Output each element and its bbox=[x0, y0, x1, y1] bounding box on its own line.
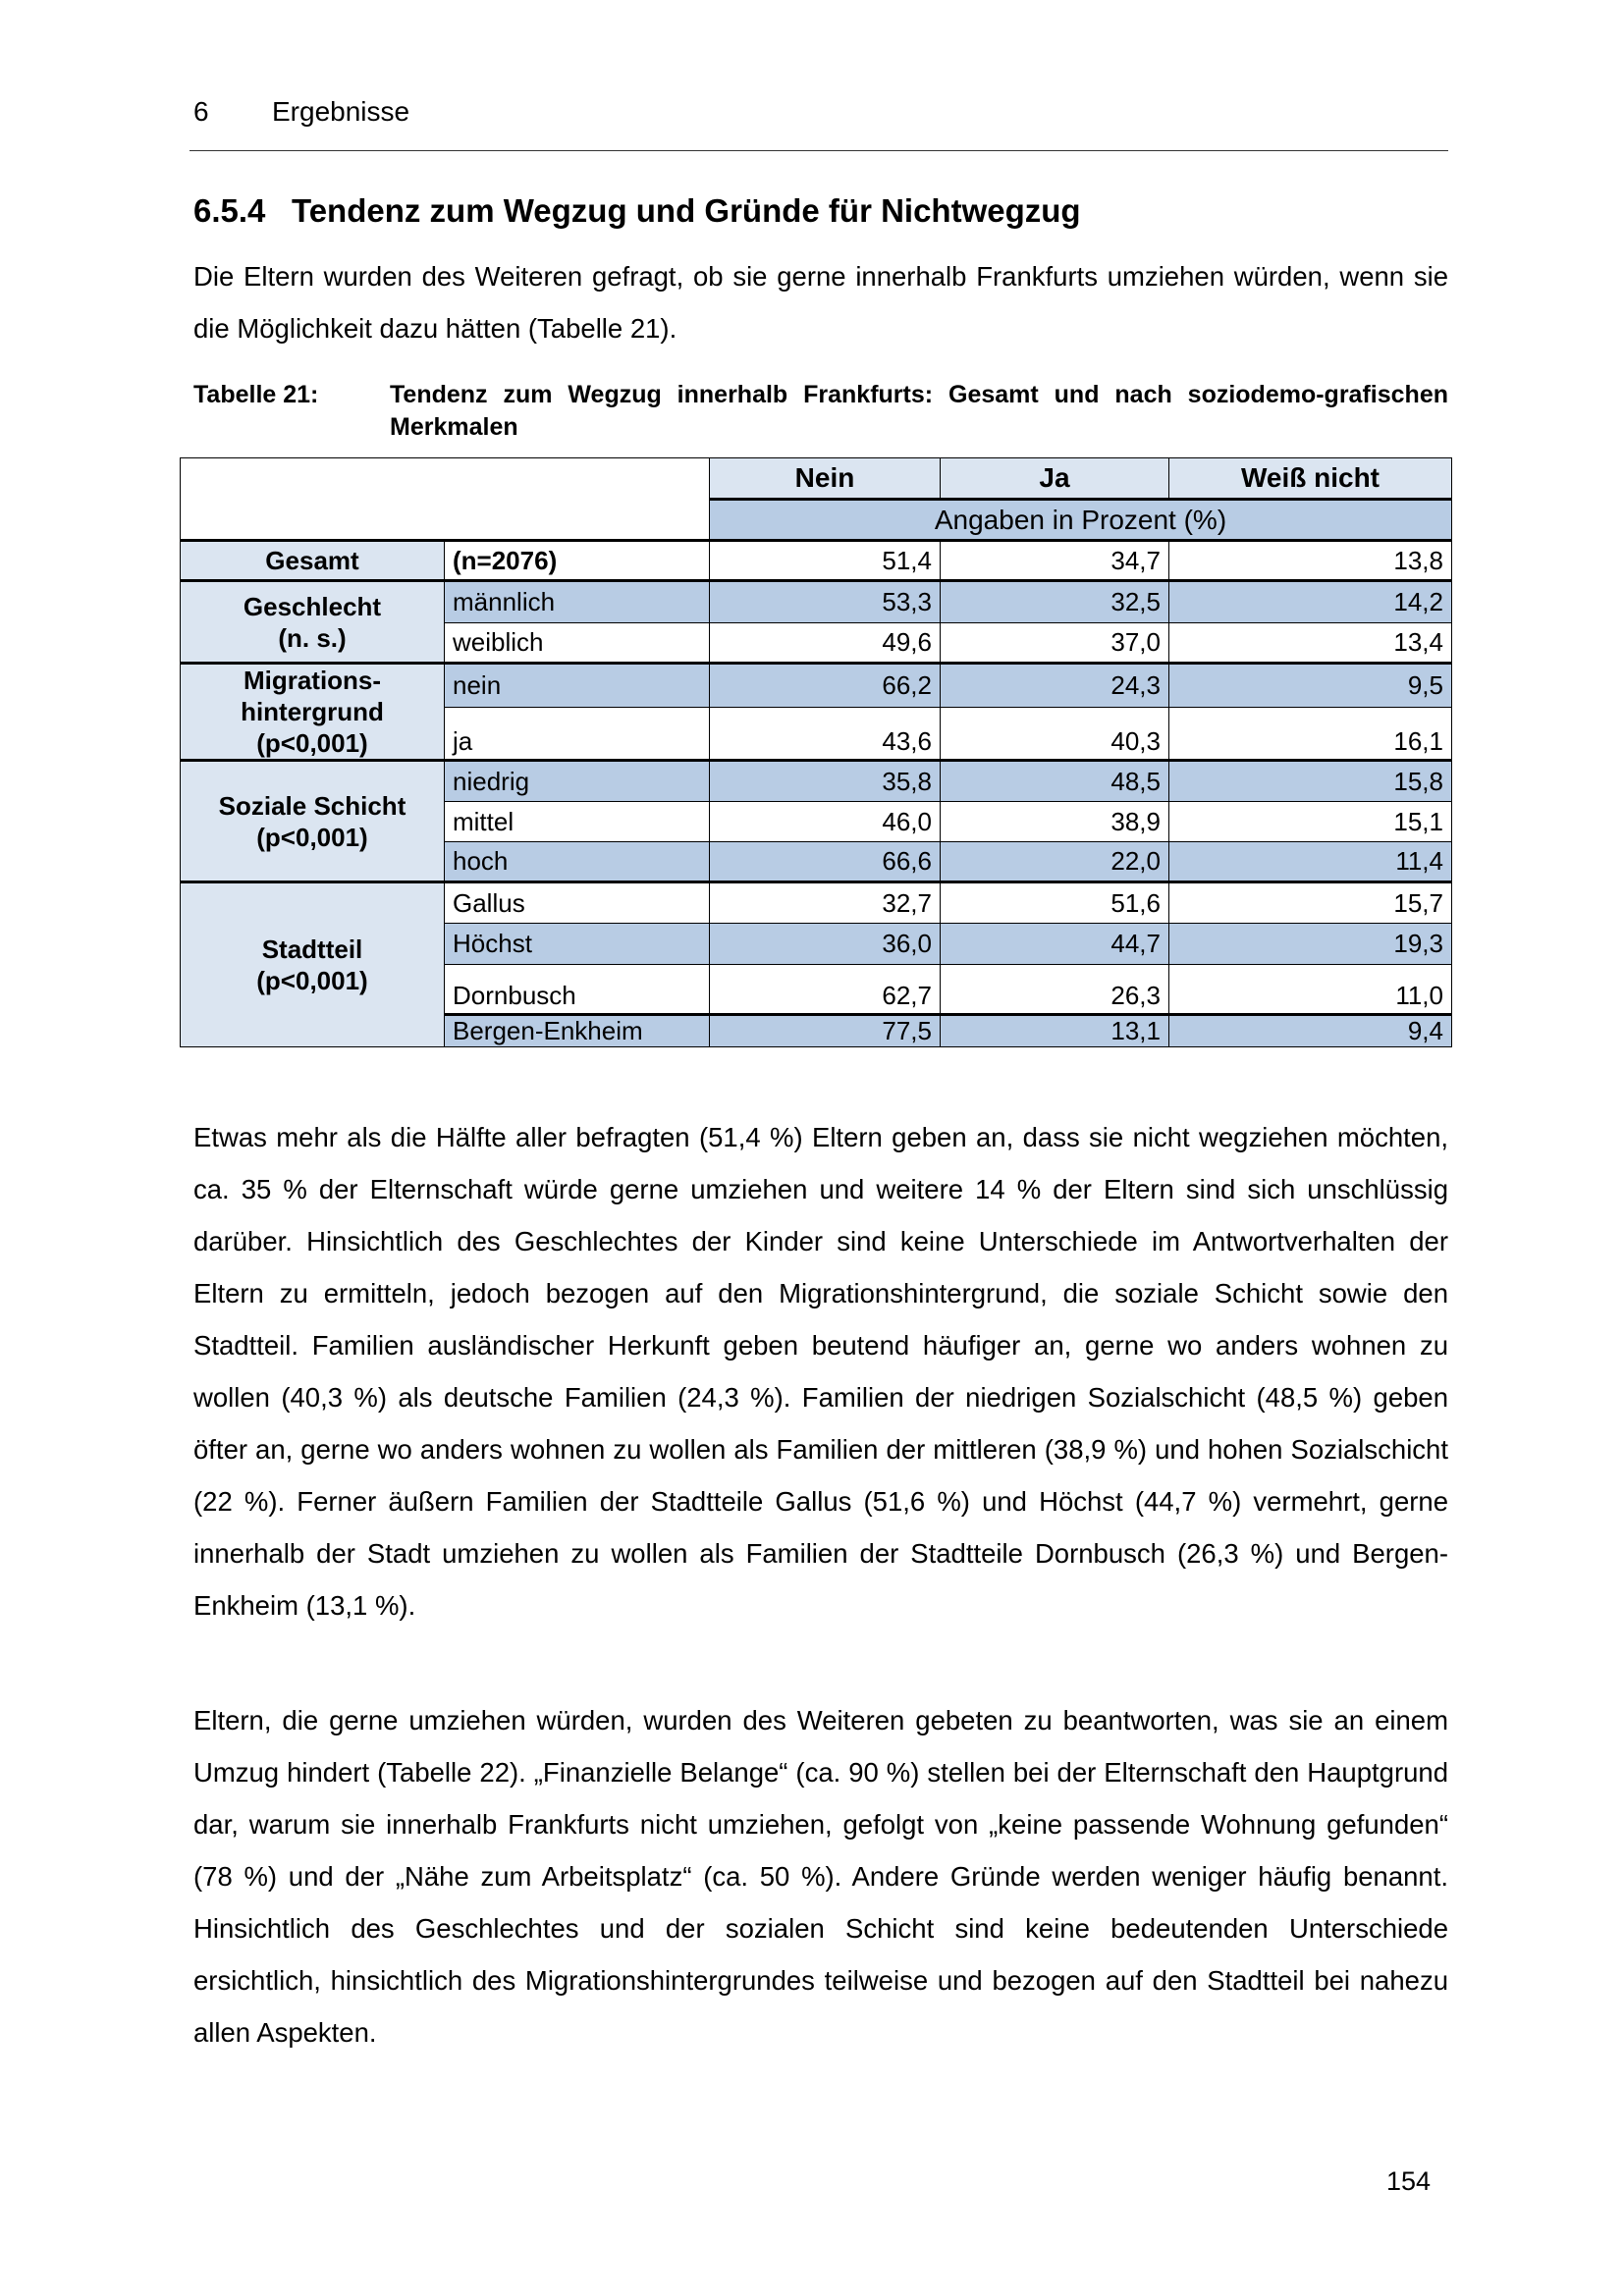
group-label-line: (p<0,001) bbox=[256, 822, 368, 852]
cell-ja: 48,5 bbox=[941, 761, 1169, 802]
cell-ja: 24,3 bbox=[941, 664, 1169, 708]
cell-weiss-nicht: 13,4 bbox=[1169, 623, 1452, 664]
cell-nein: 53,3 bbox=[710, 581, 941, 623]
data-table bbox=[180, 457, 1452, 1047]
cell-weiss-nicht: 15,1 bbox=[1169, 802, 1452, 842]
paragraph-text: Etwas mehr als die Hälfte aller befragten (51,4 %) Eltern geben an, dass sie nicht wegziehen möchten, ca. 35 % der Elternschaft würde gerne umziehen und weitere 14 % der Eltern sind sich unschlüssig darüber. Hinsichtlich des Geschlechtes der Kinder sind keine Unterschiede im Antwortverhalten der Eltern zu ermitteln, jedoch bezogen auf den Migrationshintergrund, die soziale Schicht sowie den Stadtteil. Familien ausländischer Herkunft geben beutend häufiger an, gerne wo anders wohnen zu wollen (40,3 %) als deutsche Familien (24,3 %). Familien der niedrigen Sozialschicht (48,5 %) geben öfter an, gerne wo anders wohnen zu wollen als Familien der mittleren (38,9 %) und hohen Sozialschicht (22 %). Ferner äußern Familien der Stadtteile Gallus (51,6 %) und Höchst (44,7 %) vermehrt, gerne innerhalb der Stadt umziehen zu wollen als Familien der Stadtteile Dornbusch (26,3 %) und Bergen-Enkheim (13,1 %). bbox=[193, 1122, 1448, 1621]
group-label-line: (p<0,001) bbox=[256, 728, 368, 758]
unit-label: Angaben in Prozent (%) bbox=[710, 500, 1452, 541]
cell-nein: 51,4 bbox=[710, 541, 941, 581]
group-label-line: Migrations- bbox=[243, 666, 382, 695]
row-label: weiblich bbox=[445, 623, 710, 664]
cell-nein: 49,6 bbox=[710, 623, 941, 664]
column-header-weiss-nicht: Weiß nicht bbox=[1169, 458, 1452, 500]
cell-nein: 66,6 bbox=[710, 842, 941, 882]
row-label: Gallus bbox=[445, 882, 710, 924]
section-number: 6.5.4 bbox=[193, 192, 266, 229]
table-caption-text: Tendenz zum Wegzug innerhalb Frankfurts: Gesamt und nach soziodemo-grafischen Merkmalen bbox=[390, 381, 1448, 441]
cell-weiss-nicht: 11,0 bbox=[1169, 965, 1452, 1015]
table-corner bbox=[181, 458, 710, 541]
cell-weiss-nicht: 11,4 bbox=[1169, 842, 1452, 882]
table-row bbox=[181, 882, 1452, 924]
cell-nein: 36,0 bbox=[710, 924, 941, 965]
cell-weiss-nicht: 16,1 bbox=[1169, 708, 1452, 761]
cell-ja: 34,7 bbox=[941, 541, 1169, 581]
cell-ja: 13,1 bbox=[941, 1015, 1169, 1047]
table-row bbox=[181, 541, 1452, 581]
table-header-row bbox=[181, 458, 1452, 500]
cell-nein: 62,7 bbox=[710, 965, 941, 1015]
group-label-migrationshintergrund bbox=[181, 664, 445, 761]
row-label: niedrig bbox=[445, 761, 710, 802]
table-row bbox=[181, 761, 1452, 802]
group-label-line: Soziale Schicht bbox=[218, 790, 406, 821]
header-rule bbox=[189, 150, 1448, 151]
intro-paragraph bbox=[193, 250, 1448, 354]
row-label: Höchst bbox=[445, 924, 710, 965]
cell-nein: 35,8 bbox=[710, 761, 941, 802]
row-label: Dornbusch bbox=[445, 965, 710, 1015]
table-row bbox=[181, 581, 1452, 623]
group-label-gesamt: Gesamt bbox=[181, 541, 445, 581]
cell-nein: 66,2 bbox=[710, 664, 941, 708]
cell-ja: 38,9 bbox=[941, 802, 1169, 842]
group-label-line: (n. s.) bbox=[278, 622, 347, 653]
cell-ja: 51,6 bbox=[941, 882, 1169, 924]
row-label: nein bbox=[445, 664, 710, 708]
cell-ja: 37,0 bbox=[941, 623, 1169, 664]
section-title: Tendenz zum Wegzug und Gründe für Nichtwegzug bbox=[292, 192, 1081, 229]
cell-ja: 22,0 bbox=[941, 842, 1169, 882]
cell-ja: 26,3 bbox=[941, 965, 1169, 1015]
cell-nein: 46,0 bbox=[710, 802, 941, 842]
cell-ja: 40,3 bbox=[941, 708, 1169, 761]
cell-nein: 32,7 bbox=[710, 882, 941, 924]
group-label-soziale-schicht bbox=[181, 761, 445, 882]
group-label-stadtteil bbox=[181, 882, 445, 1047]
cell-ja: 32,5 bbox=[941, 581, 1169, 623]
cell-ja: 44,7 bbox=[941, 924, 1169, 965]
paragraph-text: Eltern, die gerne umziehen würden, wurden des Weiteren gebeten zu beantworten, was sie an einem Umzug hindert (Tabelle 22). „Finanzielle Belange“ (ca. 90 %) stellen bei der Elternschaft den Hauptgrund dar, warum sie innerhalb Frankfurts nicht umziehen, gefolgt von „keine passende Wohnung gefunden“ (78 %) und der „Nähe zum Arbeitsplatz“ (ca. 50 %). Andere Gründe werden weniger häufig benannt. Hinsichtlich des Geschlechtes und der sozialen Schicht sind keine bedeutenden Unterschiede ersichtlich, hinsichtlich des Migrationshintergrundes teilweise und bezogen auf den Stadtteil bei nahezu allen Aspekten. bbox=[193, 1705, 1448, 2048]
table-caption-label: Tabelle 21: bbox=[193, 381, 319, 408]
chapter-title: Ergebnisse bbox=[272, 96, 410, 127]
row-label: männlich bbox=[445, 581, 710, 623]
group-label-line: Geschlecht bbox=[243, 591, 382, 621]
cell-weiss-nicht: 9,5 bbox=[1169, 664, 1452, 708]
row-label: mittel bbox=[445, 802, 710, 842]
cell-nein: 77,5 bbox=[710, 1015, 941, 1047]
cell-weiss-nicht: 19,3 bbox=[1169, 924, 1452, 965]
chapter-number: 6 bbox=[193, 96, 209, 127]
row-label: ja bbox=[445, 708, 710, 761]
page-number: 154 bbox=[1386, 2166, 1432, 2196]
group-label-line: (p<0,001) bbox=[256, 966, 368, 995]
cell-weiss-nicht: 15,8 bbox=[1169, 761, 1452, 802]
column-header-nein: Nein bbox=[710, 458, 941, 500]
cell-weiss-nicht: 9,4 bbox=[1169, 1015, 1452, 1047]
cell-weiss-nicht: 14,2 bbox=[1169, 581, 1452, 623]
row-label: (n=2076) bbox=[445, 541, 710, 581]
group-label-line: hintergrund bbox=[241, 697, 384, 726]
row-label: Bergen-Enkheim bbox=[445, 1015, 710, 1047]
results-paragraph-1 bbox=[193, 1111, 1448, 1631]
group-label-geschlecht bbox=[181, 581, 445, 664]
row-label: hoch bbox=[445, 842, 710, 882]
section-heading bbox=[193, 192, 1081, 230]
intro-text: Die Eltern wurden des Weiteren gefragt, ob sie gerne innerhalb Frankfurts umziehen würden, wenn sie die Möglichkeit dazu hätten (Tabelle 21). bbox=[193, 261, 1448, 344]
results-paragraph-2 bbox=[193, 1694, 1448, 2058]
table-row bbox=[181, 664, 1452, 708]
column-header-ja: Ja bbox=[941, 458, 1169, 500]
cell-weiss-nicht: 13,8 bbox=[1169, 541, 1452, 581]
cell-weiss-nicht: 15,7 bbox=[1169, 882, 1452, 924]
group-label-line: Stadtteil bbox=[261, 934, 363, 964]
cell-nein: 43,6 bbox=[710, 708, 941, 761]
